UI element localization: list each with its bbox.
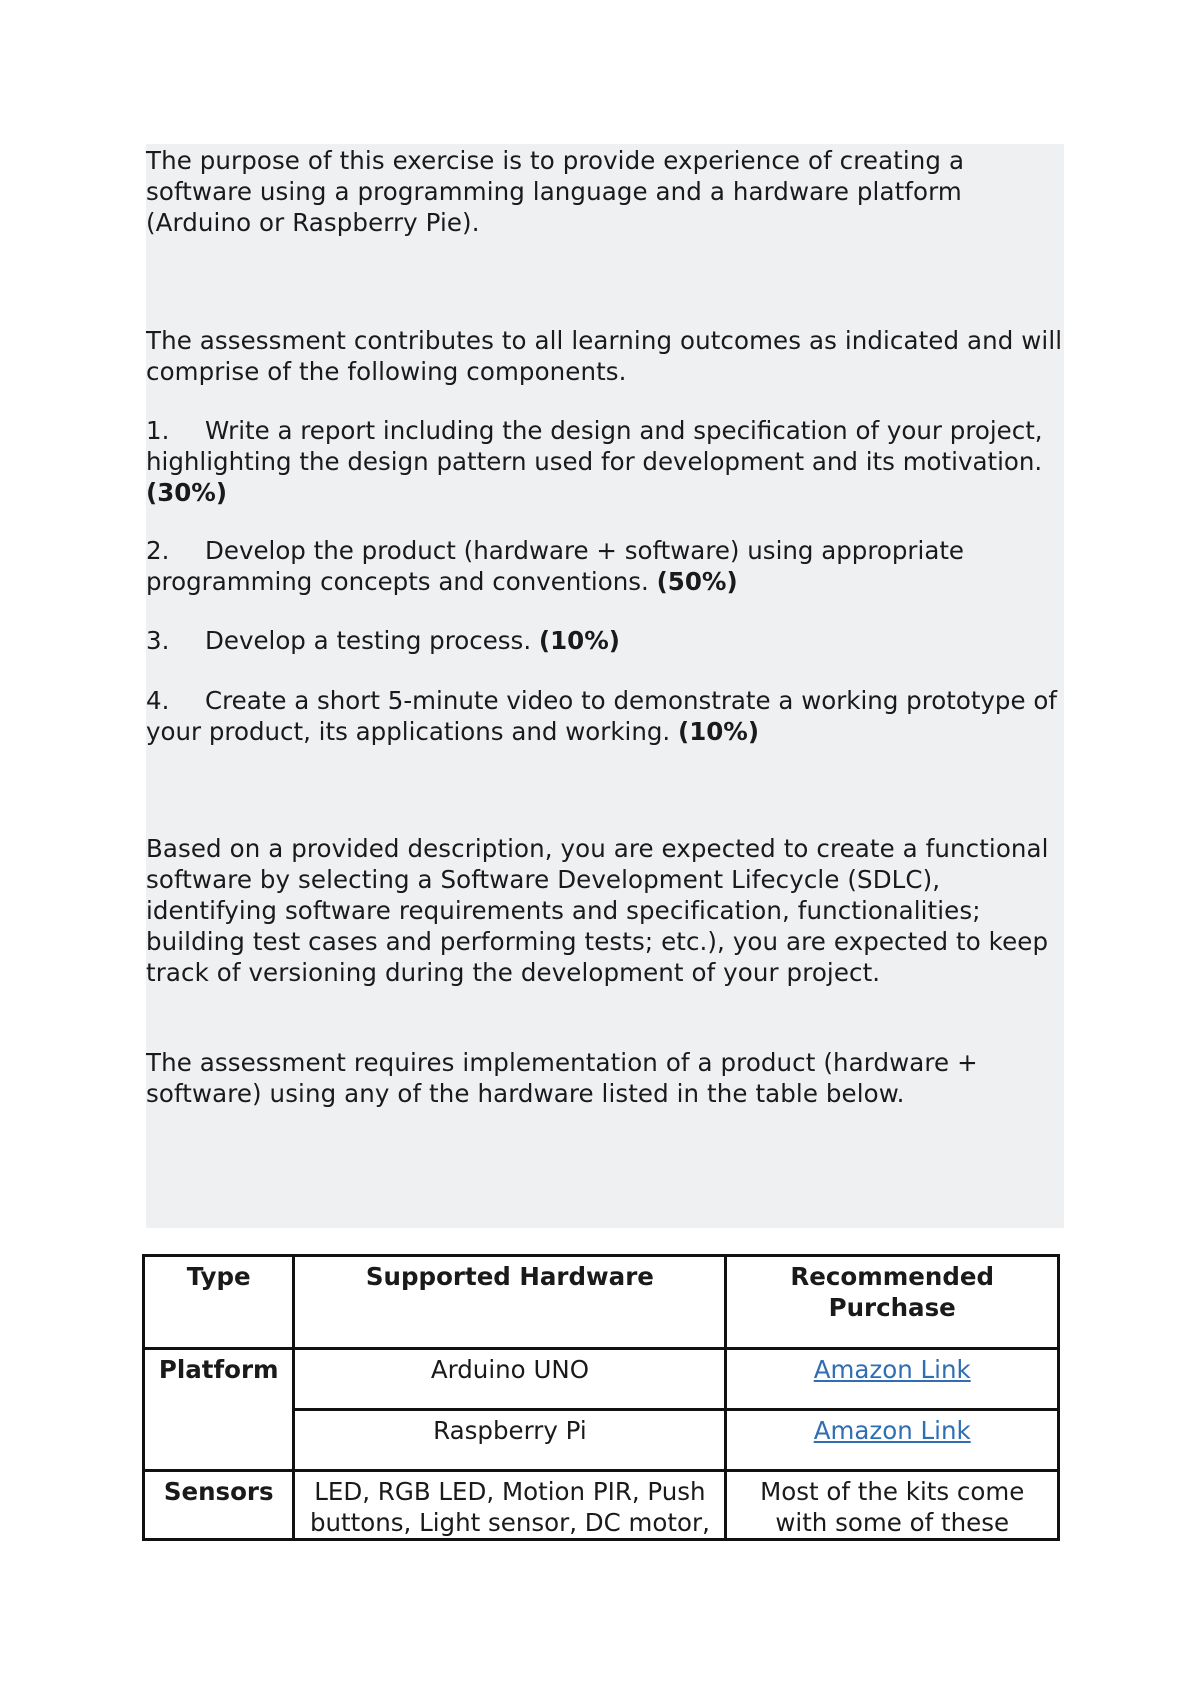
component-text: Develop the product (hardware + software) using appropriate programming concepts and conventions. <box>146 536 965 596</box>
type-sensors: Sensors <box>144 1471 294 1540</box>
purchase-sensors-note: Most of the kits come with some of these <box>726 1471 1059 1540</box>
intro-paragraph: The purpose of this exercise is to provide experience of creating a software using a programming language and a hardware platform (Arduino or Raspberry Pie). <box>146 146 965 237</box>
amazon-link[interactable]: Amazon Link <box>813 1355 971 1384</box>
component-number: 2. <box>146 536 170 565</box>
component-item <box>146 685 1070 747</box>
hardware-raspberry-pi: Raspberry Pi <box>294 1410 726 1471</box>
table-row <box>144 1471 1059 1540</box>
amazon-link[interactable]: Amazon Link <box>813 1416 971 1445</box>
component-item <box>146 625 1070 656</box>
description-paragraph: Based on a provided description, you are expected to create a functional software by selecting a Software Development Lifecycle (SDLC), identifying software requirements and specification, functionalities; building test cases and performing tests; etc.), you are expected to keep track of versioning during the development of your project. <box>146 834 1049 987</box>
requirement-paragraph: The assessment requires implementation of a product (hardware + software) using any of the hardware listed in the table below. <box>146 1048 978 1108</box>
component-text: Create a short 5-minute video to demonstrate a working prototype of your product, its applications and working. <box>146 686 1057 746</box>
component-number: 3. <box>146 626 170 655</box>
purchase-cell <box>726 1349 1059 1410</box>
component-item <box>146 535 1070 597</box>
hardware-arduino-uno: Arduino UNO <box>294 1349 726 1410</box>
component-text: Write a report including the design and specification of your project, highlighting the design pattern used for development and its motivation. <box>146 416 1043 476</box>
header-supported-hardware: Supported Hardware <box>294 1256 726 1349</box>
assessment-intro-paragraph: The assessment contributes to all learning outcomes as indicated and will comprise of the following components. <box>146 326 1063 386</box>
hardware-sensors-list: LED, RGB LED, Motion PIR, Push buttons, Light sensor, DC motor, <box>294 1471 726 1540</box>
component-number: 1. <box>146 416 170 445</box>
table-header-row <box>144 1256 1059 1349</box>
component-weight: (10%) <box>678 717 760 746</box>
component-weight: (30%) <box>146 478 228 507</box>
component-number: 4. <box>146 686 170 715</box>
header-recommended-purchase: Recommended Purchase <box>726 1256 1059 1349</box>
component-weight: (10%) <box>538 626 620 655</box>
header-type: Type <box>144 1256 294 1349</box>
component-weight: (50%) <box>656 567 738 596</box>
type-platform: Platform <box>144 1349 294 1471</box>
table-row <box>144 1349 1059 1410</box>
hardware-table <box>142 1254 1060 1541</box>
component-item <box>146 415 1070 508</box>
purchase-cell <box>726 1410 1059 1471</box>
component-text: Develop a testing process. <box>205 626 532 655</box>
